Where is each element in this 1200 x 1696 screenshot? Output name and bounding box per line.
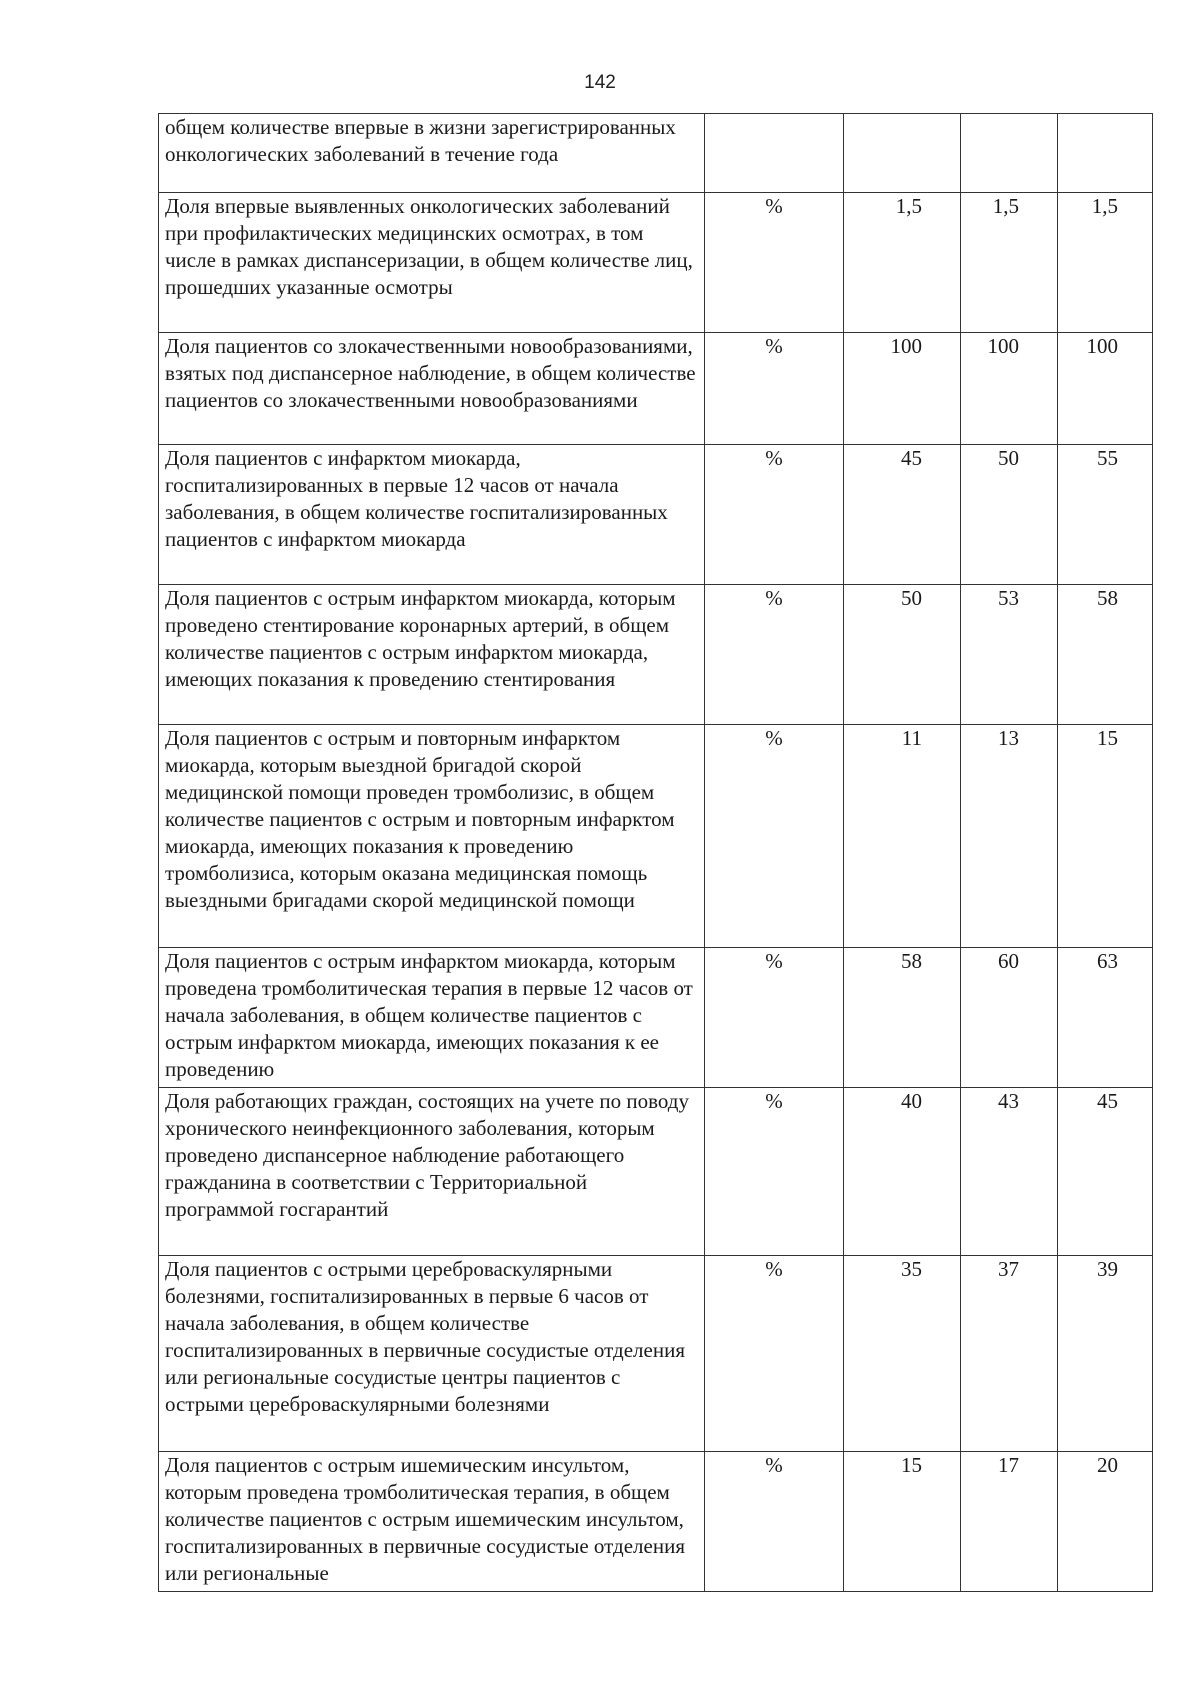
indicator-value-2: 60	[961, 948, 1058, 1088]
indicator-value-2	[961, 114, 1058, 193]
table-row	[159, 114, 1153, 193]
indicator-description: Доля пациентов с острыми цереброваскулярными болезнями, госпитализированных в первые 6 часов от начала заболевания, в общем количестве госпитализированных в первичные сосудистые отделения или региональные сосудистые центры пациентов с острыми цереброваскулярными болезнями	[159, 1256, 705, 1452]
indicator-value-2: 1,5	[961, 193, 1058, 333]
indicator-description: Доля пациентов со злокачественными новообразованиями, взятых под диспансерное наблюдение, в общем количестве пациентов со злокачественными новообразованиями	[159, 333, 705, 445]
indicator-value-1: 11	[844, 725, 961, 948]
indicator-unit: %	[705, 193, 844, 333]
indicator-value-2: 13	[961, 725, 1058, 948]
indicator-value-1: 40	[844, 1088, 961, 1256]
indicator-description: Доля пациентов с острым инфарктом миокарда, которым проведена тромболитическая терапия в первые 12 часов от начала заболевания, в общем количестве пациентов с острым инфарктом миокарда, имеющих показания к ее проведению	[159, 948, 705, 1088]
indicator-value-3	[1058, 114, 1153, 193]
indicator-value-3: 100	[1058, 333, 1153, 445]
indicator-value-3: 39	[1058, 1256, 1153, 1452]
indicator-value-2: 37	[961, 1256, 1058, 1452]
indicator-value-1: 100	[844, 333, 961, 445]
indicator-value-3: 15	[1058, 725, 1153, 948]
indicator-description: Доля работающих граждан, состоящих на учете по поводу хронического неинфекционного заболевания, которым проведено диспансерное наблюдение работающего гражданина в соответствии с Территориальной программой госгарантий	[159, 1088, 705, 1256]
indicator-unit: %	[705, 445, 844, 585]
indicators-table	[158, 113, 1153, 1592]
indicator-value-1: 45	[844, 445, 961, 585]
indicator-value-2: 50	[961, 445, 1058, 585]
indicator-unit: %	[705, 948, 844, 1088]
indicator-description: Доля впервые выявленных онкологических заболеваний при профилактических медицинских осмотрах, в том числе в рамках диспансеризации, в общем количестве лиц, прошедших указанные осмотры	[159, 193, 705, 333]
indicator-value-1: 35	[844, 1256, 961, 1452]
indicator-value-3: 63	[1058, 948, 1153, 1088]
indicator-description: Доля пациентов с острым ишемическим инсультом, которым проведена тромболитическая терапия, в общем количестве пациентов с острым ишемическим инсультом, госпитализированных в первичные сосудистые отделения или региональные	[159, 1452, 705, 1592]
indicator-value-1	[844, 114, 961, 193]
indicator-value-3: 20	[1058, 1452, 1153, 1592]
table-row	[159, 445, 1153, 585]
table-row	[159, 1088, 1153, 1256]
indicator-value-1: 50	[844, 585, 961, 725]
indicator-value-1: 15	[844, 1452, 961, 1592]
table-row	[159, 1256, 1153, 1452]
indicator-unit: %	[705, 585, 844, 725]
table-row	[159, 333, 1153, 445]
page-number: 142	[584, 72, 616, 93]
indicator-description: Доля пациентов с острым и повторным инфарктом миокарда, которым выездной бригадой скорой медицинской помощи проведен тромболизис, в общем количестве пациентов с острым и повторным инфарктом миокарда, имеющих показания к проведению тромболизиса, которым оказана медицинская помощь выездными бригадами скорой медицинской помощи	[159, 725, 705, 948]
indicator-value-3: 1,5	[1058, 193, 1153, 333]
indicator-unit: %	[705, 1452, 844, 1592]
table-row	[159, 193, 1153, 333]
indicator-value-2: 100	[961, 333, 1058, 445]
indicator-value-1: 1,5	[844, 193, 961, 333]
indicator-value-3: 45	[1058, 1088, 1153, 1256]
indicator-value-2: 53	[961, 585, 1058, 725]
indicator-description: Доля пациентов с инфарктом миокарда, госпитализированных в первые 12 часов от начала заболевания, в общем количестве госпитализированных пациентов с инфарктом миокарда	[159, 445, 705, 585]
table-row	[159, 1452, 1153, 1592]
indicator-unit	[705, 114, 844, 193]
indicator-unit: %	[705, 1256, 844, 1452]
table-row	[159, 725, 1153, 948]
indicator-description: Доля пациентов с острым инфарктом миокарда, которым проведено стентирование коронарных артерий, в общем количестве пациентов с острым инфарктом миокарда, имеющих показания к проведению стентирования	[159, 585, 705, 725]
indicator-unit: %	[705, 333, 844, 445]
indicator-description: общем количестве впервые в жизни зарегистрированных онкологических заболеваний в течение года	[159, 114, 705, 193]
indicator-unit: %	[705, 1088, 844, 1256]
indicator-value-1: 58	[844, 948, 961, 1088]
indicator-value-3: 55	[1058, 445, 1153, 585]
table-row	[159, 948, 1153, 1088]
indicator-unit: %	[705, 725, 844, 948]
table-row	[159, 585, 1153, 725]
indicator-value-2: 17	[961, 1452, 1058, 1592]
indicator-value-3: 58	[1058, 585, 1153, 725]
indicator-value-2: 43	[961, 1088, 1058, 1256]
